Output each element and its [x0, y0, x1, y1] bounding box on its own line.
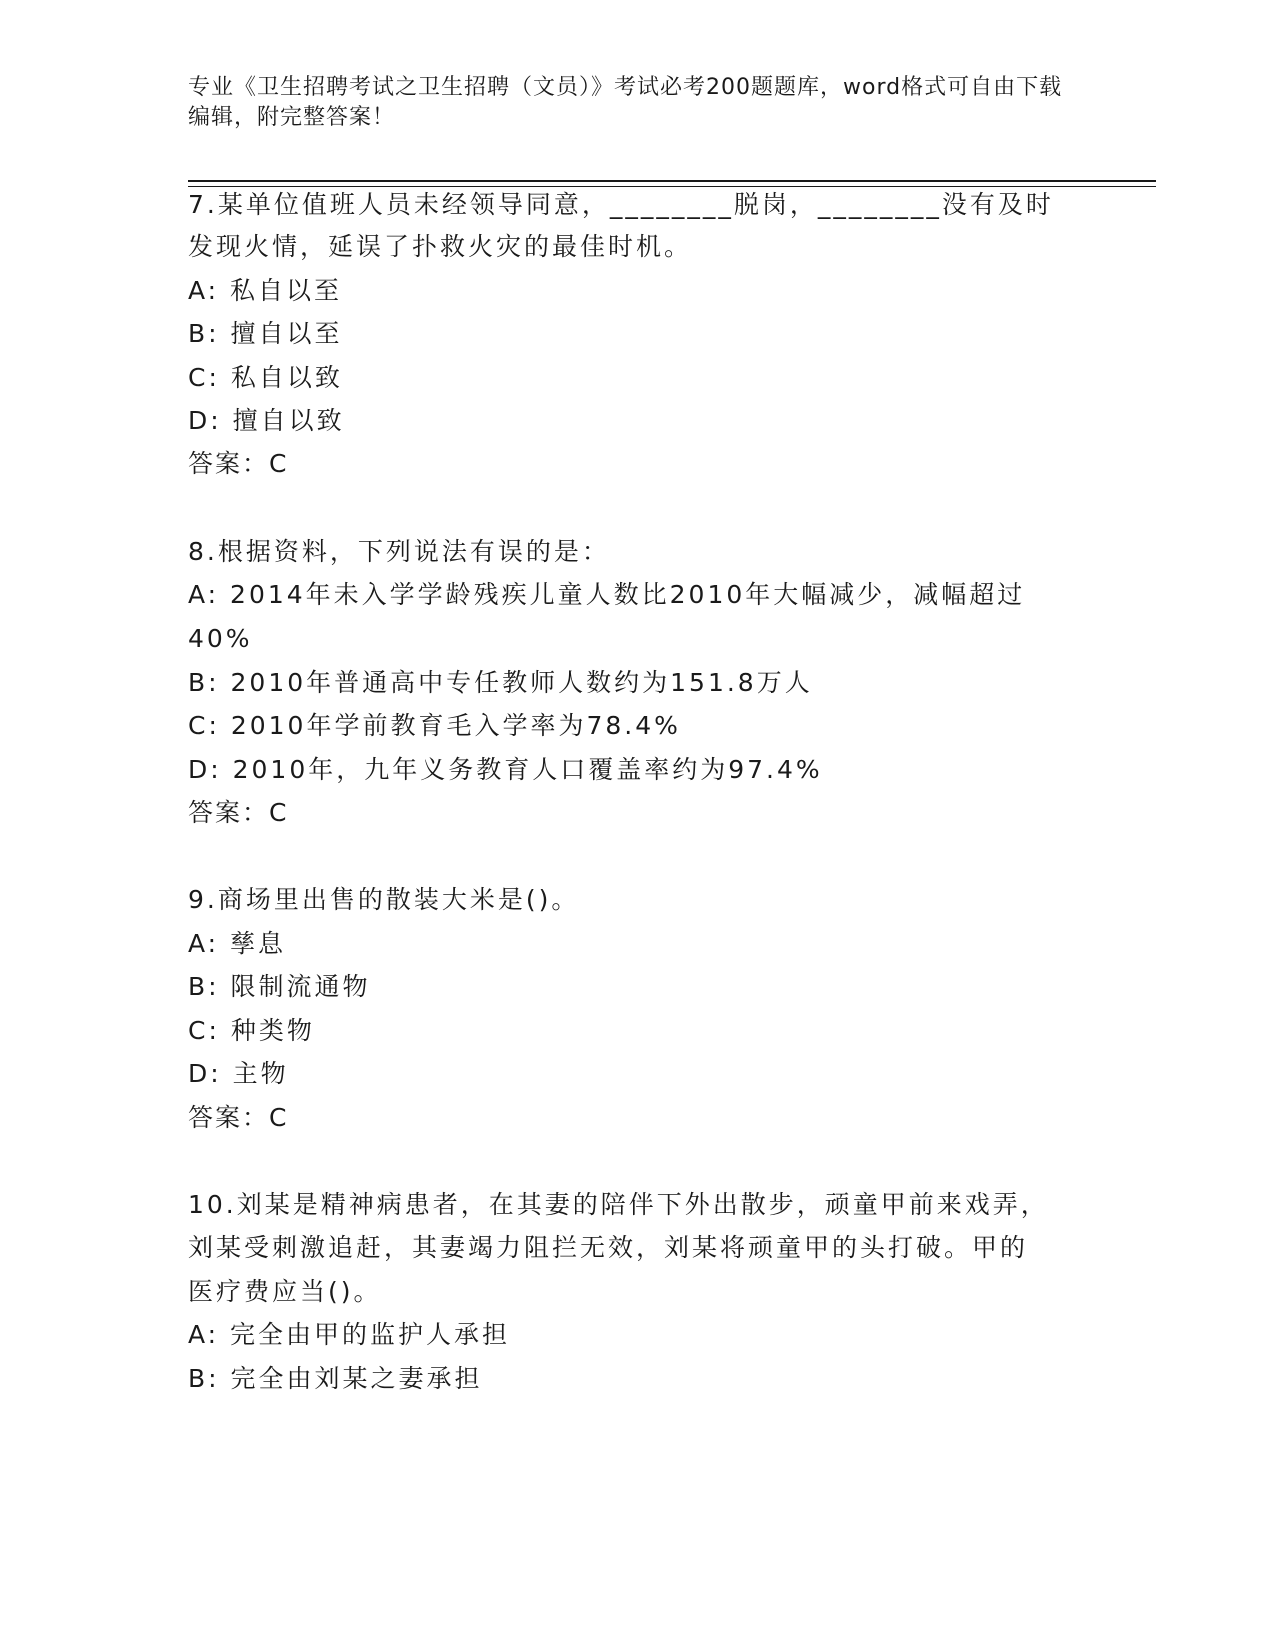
- header-divider-thin: [188, 186, 1156, 187]
- option-c: C: 2010年学前教育毛入学率为78.4%: [188, 711, 681, 740]
- answer-line: 答案：C: [188, 798, 289, 827]
- question-stem: 10.刘某是精神病患者，在其妻的陪伴下外出散步，顽童甲前来戏弄，: [188, 1190, 1049, 1219]
- answer-line: 答案：C: [188, 449, 289, 478]
- question-stem: 刘某受刺激追赶，其妻竭力阻拦无效，刘某将顽童甲的头打破。甲的: [188, 1233, 1029, 1262]
- option-a: A: 孳息: [188, 929, 287, 958]
- option-c: C: 种类物: [188, 1016, 315, 1045]
- option-d: D: 主物: [188, 1059, 289, 1088]
- header-divider-thick: [188, 180, 1156, 182]
- option-b: B: 完全由刘某之妻承担: [188, 1364, 483, 1393]
- option-a-continued: 40%: [188, 624, 253, 653]
- question-stem: 发现火情，延误了扑救火灾的最佳时机。: [188, 232, 693, 261]
- document-intro: 专业《卫生招聘考试之卫生招聘（文员）》考试必考200题题库，word格式可自由下载编辑，附完整答案！: [188, 75, 1063, 130]
- question-stem: 7.某单位值班人员未经领导同意，________脱岗，________没有及时: [188, 190, 1054, 219]
- option-a: A: 完全由甲的监护人承担: [188, 1320, 511, 1349]
- option-d: D: 擅自以致: [188, 406, 345, 435]
- option-b: B: 擅自以至: [188, 319, 343, 348]
- option-b: B: 2010年普通高中专任教师人数约为151.8万人: [188, 668, 813, 697]
- option-c: C: 私自以致: [188, 363, 343, 392]
- question-stem: 8.根据资料，下列说法有误的是：: [188, 537, 610, 566]
- option-a: A: 2014年未入学学龄残疾儿童人数比2010年大幅减少，减幅超过: [188, 580, 1026, 609]
- question-stem: 9.商场里出售的散装大米是()。: [188, 885, 580, 914]
- option-d: D: 2010年，九年义务教育人口覆盖率约为97.4%: [188, 755, 823, 784]
- option-b: B: 限制流通物: [188, 972, 371, 1001]
- answer-line: 答案：C: [188, 1103, 289, 1132]
- option-a: A: 私自以至: [188, 276, 343, 305]
- question-stem: 医疗费应当()。: [188, 1277, 382, 1306]
